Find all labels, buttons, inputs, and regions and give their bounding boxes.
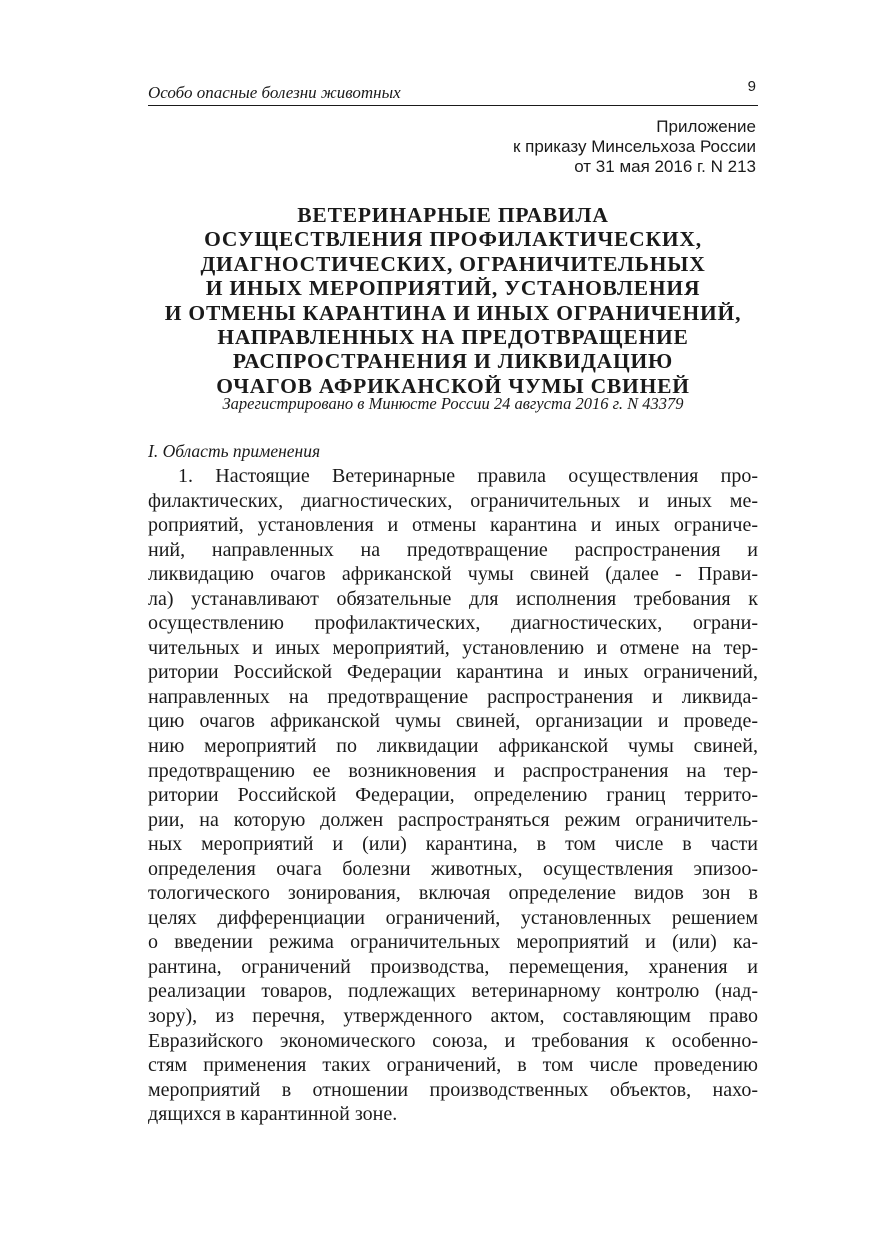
paragraph-line: рантина, ограничений производства, перемещения, хранения и bbox=[148, 955, 758, 978]
paragraph-line: направленных на предотвращение распространения и ликвида- bbox=[148, 685, 758, 708]
section-heading: I. Область применения bbox=[148, 441, 321, 461]
paragraph-line: ритории Российской Федерации, определению границ террито- bbox=[148, 784, 758, 807]
paragraph-line: ных мероприятий и (или) карантина, в том числе в части bbox=[148, 833, 758, 856]
paragraph-line: осуществлению профилактических, диагностических, ограни- bbox=[148, 612, 758, 635]
title-line: ВЕТЕРИНАРНЫЕ ПРАВИЛА bbox=[297, 203, 609, 227]
paragraph-line: предотвращению ее возникновения и распространения на тер- bbox=[148, 759, 758, 782]
paragraph-line: ритории Российской Федерации карантина и иных ограничений, bbox=[148, 661, 758, 684]
page-number: 9 bbox=[747, 78, 756, 95]
running-title: Особо опасные болезни животных bbox=[148, 83, 401, 102]
paragraph-line: стям применения таких ограничений, в том числе проведению bbox=[148, 1054, 758, 1077]
document-title bbox=[148, 203, 758, 398]
paragraph-line: Евразийского экономического союза, и требования к особенно- bbox=[148, 1029, 758, 1052]
paragraph-line: ла) устанавливают обязательные для исполнения требования к bbox=[148, 587, 758, 610]
registration-note: Зарегистрировано в Минюсте России 24 августа 2016 г. N 43379 bbox=[222, 394, 684, 413]
paragraph-line: дящихся в карантинной зоне. bbox=[148, 1103, 398, 1126]
paragraph-line: целях дифференциации ограничений, установленных решением bbox=[148, 906, 758, 929]
paragraph-line: ликвидацию очагов африканской чумы свиней (далее - Прави- bbox=[148, 563, 758, 586]
paragraph-line: роприятий, установления и отмены карантина и иных ограниче- bbox=[148, 514, 758, 537]
paragraph-line: мероприятий в отношении производственных объектов, нахо- bbox=[148, 1078, 758, 1101]
appendix-note bbox=[513, 117, 756, 177]
title-line: И ОТМЕНЫ КАРАНТИНА И ИНЫХ ОГРАНИЧЕНИЙ, bbox=[164, 300, 742, 325]
paragraph-line: определения очага болезни животных, осуществления эпизоо- bbox=[148, 857, 758, 880]
paragraph-line: чительных и иных мероприятий, установлению и отмене на тер- bbox=[148, 636, 758, 659]
title-line: НАПРАВЛЕННЫХ НА ПРЕДОТВРАЩЕНИЕ bbox=[217, 325, 689, 350]
paragraph-line: реализации товаров, подлежащих ветеринарному контролю (над- bbox=[148, 980, 758, 1003]
appendix-line: от 31 мая 2016 г. N 213 bbox=[574, 157, 756, 176]
paragraph-line: о введении режима ограничительных мероприятий и (или) ка- bbox=[148, 931, 758, 954]
appendix-line: к приказу Минсельхоза России bbox=[512, 137, 756, 156]
paragraph-line: рии, на которую должен распространяться режим ограничитель- bbox=[148, 808, 758, 831]
header-rule bbox=[148, 105, 758, 106]
title-line: И ИНЫХ МЕРОПРИЯТИЙ, УСТАНОВЛЕНИЯ bbox=[205, 276, 701, 301]
title-line: ДИАГНОСТИЧЕСКИХ, ОГРАНИЧИТЕЛЬНЫХ bbox=[200, 251, 706, 276]
paragraph-line: 1. Настоящие Ветеринарные правила осуществления про- bbox=[178, 465, 758, 487]
title-line: ОЧАГОВ АФРИКАНСКОЙ ЧУМЫ СВИНЕЙ bbox=[216, 373, 690, 398]
title-line: ОСУЩЕСТВЛЕНИЯ ПРОФИЛАКТИЧЕСКИХ, bbox=[204, 227, 702, 252]
section-paragraph bbox=[148, 464, 758, 1127]
paragraph-line: нию мероприятий по ликвидации африканской чумы свиней, bbox=[148, 735, 758, 758]
paragraph-line: филактических, диагностических, ограничительных и иных ме- bbox=[148, 489, 758, 512]
title-line: РАСПРОСТРАНЕНИЯ И ЛИКВИДАЦИЮ bbox=[232, 349, 674, 374]
running-header bbox=[148, 78, 758, 106]
paragraph-line: ний, направленных на предотвращение распространения и bbox=[148, 538, 758, 561]
appendix-line: Приложение bbox=[656, 117, 756, 136]
paragraph-line: цию очагов африканской чумы свиней, организации и проведе- bbox=[148, 710, 758, 733]
paragraph-line: зору), из перечня, утвержденного актом, составляющим право bbox=[148, 1005, 758, 1028]
paragraph-line: тологического зонирования, включая определение видов зон в bbox=[148, 882, 758, 905]
